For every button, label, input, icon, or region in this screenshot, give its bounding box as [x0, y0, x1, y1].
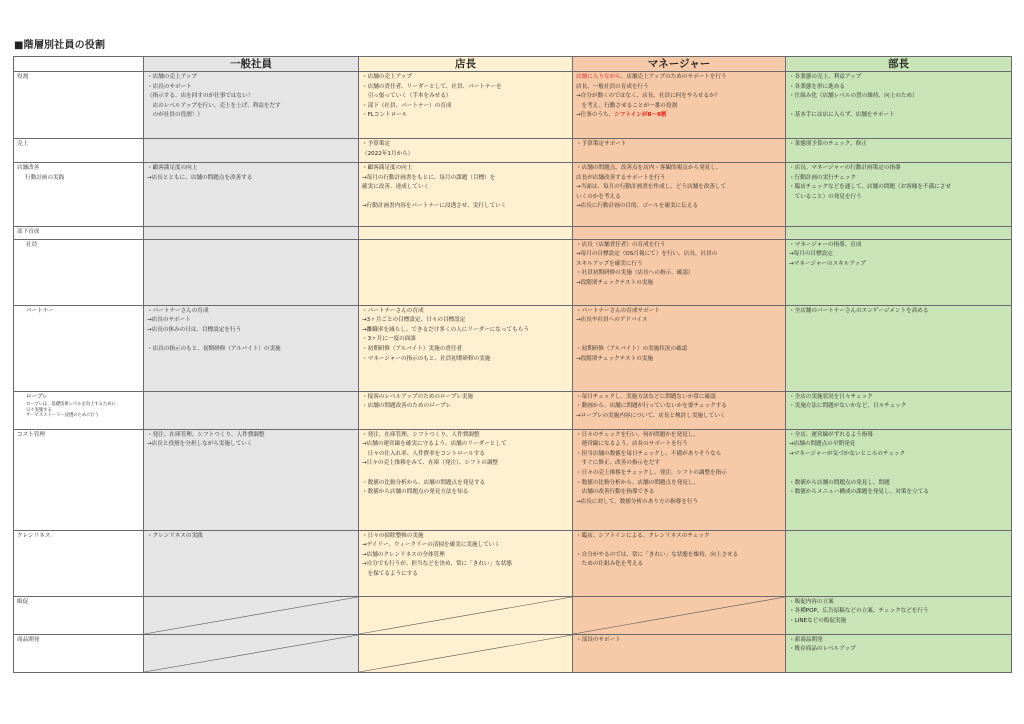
cell-line: ていること）の発見を行う	[789, 193, 862, 200]
cell-line: （指示する、店を回すのが仕事ではない！	[147, 93, 254, 100]
table-row	[14, 139, 1012, 163]
cell-line: →店舗のクレンリネスの全体管理	[362, 551, 445, 558]
cell-line: ・店長、マネージャーの行動計画策定の指導	[789, 165, 901, 171]
cell-line: →デイリー、ウィークリーの清掃を確実に実施していく	[362, 542, 500, 549]
cell-line: ・日々のチェックを行い、何が問題かを発見し、	[576, 431, 699, 438]
cell-line: ・社員初期研修の実施（店長への指示、確認）	[576, 270, 694, 277]
cell-line: ・全店の実施状況を日々チェック	[789, 393, 873, 400]
cell-line: →マネージャーが気づかないところのチェック	[789, 450, 906, 457]
product-dev-manager-cell	[573, 634, 786, 672]
partner-store-manager-cell	[359, 305, 573, 391]
cell-line: →段階別チェックテストの実施	[576, 279, 654, 286]
cell-line: ・数値から店舗の問題点の発見し、問題	[789, 479, 890, 486]
row-label	[14, 530, 144, 596]
cell-line: 運営線になるよう、店長のサポートを行う	[576, 441, 688, 448]
row-label	[14, 72, 144, 139]
cell-line: ・顧客満足度の向上	[147, 165, 198, 171]
row-label-text: 役割	[17, 74, 29, 80]
row-label-text: 社員	[26, 241, 38, 248]
corner-cell	[14, 57, 144, 72]
cell-line: ・日々の売上推移をチェックし、発注、シフトの調整を指示	[576, 469, 727, 476]
table-row	[14, 163, 1012, 227]
header-row	[14, 57, 1012, 72]
cell-line: 店長、一般社員の育成を行う	[576, 83, 649, 90]
cell-line: ・担当店舗の数値を毎日チェックし、不備がありそうなら	[576, 450, 722, 457]
cell-line: を保てるようにする	[362, 570, 418, 577]
row-label-text: コスト管理	[17, 431, 45, 438]
row-label	[14, 634, 144, 672]
cell-line: ・臨店、シフトインによる、クレンリネスのチェック	[576, 532, 710, 539]
employee-staff-cell	[144, 239, 359, 305]
row-label-text: ロープレ	[26, 393, 48, 400]
cost-manager-cell	[573, 429, 786, 530]
cell-line: →店長や社員へのアドバイス	[576, 317, 648, 324]
cell-line: →店舗の運営線を確実に守るよう、店舗のリーダーとして	[362, 441, 507, 448]
cell-line: ・数値からメニュー構成の課題を発見し、対策を立てる	[789, 489, 929, 496]
cell-line: ・FLコントロール	[362, 112, 408, 119]
cleanliness-store-manager-cell	[359, 530, 573, 596]
cell-line: ・業態別予算のチェック、修正	[789, 141, 867, 147]
section-manager-cell	[573, 227, 786, 240]
cell-line: のが社員の役割！）	[147, 112, 203, 119]
cell-line: いくのかを考える	[576, 193, 621, 200]
cell-line: 確実に改善、達成していく	[362, 184, 430, 191]
cell-line: ための仕組み化を考える	[576, 561, 644, 568]
cell-line: →毎月の目標設定（OS月報にて）を行い、店長、社員の	[576, 251, 718, 258]
row-label	[14, 429, 144, 530]
cell-line: →毎月の目標設定	[789, 251, 833, 258]
row-note: サービスストーリー浸透のために行う	[26, 413, 100, 418]
store-improve-manager-cell	[573, 163, 786, 227]
table-row	[14, 530, 1012, 596]
cell-line: →仕事のうち、シフトインが8～9割	[576, 112, 667, 119]
product-dev-staff-empty-cell	[144, 634, 359, 672]
row-label-text: クレンリネス	[17, 532, 51, 539]
cell-line: ・数値から店舗の問題点の発見方法を知る	[362, 489, 469, 496]
cell-line: →ロープレの実施内容について、店長と検討し実施していく	[576, 412, 726, 419]
role-manager-cell	[573, 72, 786, 139]
cell-line: ・マネージャーの指示のもと、社員初期研修の実施	[362, 355, 491, 362]
sales-director-cell	[786, 139, 1012, 163]
cell-line: ・動画から、店舗に問題が行っていないかを要チェックする	[576, 403, 727, 410]
cell-line: →自分が動くのではなく、店長、社員に何をやらせるか？	[576, 93, 721, 100]
cell-line: ・店長（店舗責任者）の育成を行う	[576, 241, 666, 248]
row-label	[14, 163, 144, 227]
cell-line: ・店舗の問題点、改善点を店内・客観的視点から発見し、	[576, 165, 722, 171]
cell-line: →店長に対して、数値分析のあり方の指導を行う	[576, 498, 699, 505]
row-note: ロープレは、基礎技術レベルを向上するために	[26, 402, 116, 408]
row-label-text: 商品開発	[17, 636, 40, 643]
table-row	[14, 72, 1012, 139]
promotion-staff-empty-cell	[144, 596, 359, 634]
cell-line: →離職率を減らし、できるだけ多くの人にリーダーになってもらう	[362, 326, 529, 333]
cell-line: ・臨店チェックなどを通して、店舗の問題（お客様を不満にさせ	[789, 184, 951, 191]
cell-line: ・店舗の売上アップ	[362, 74, 412, 80]
employee-director-cell	[786, 239, 1012, 305]
cell-line: （2022年1月から）	[362, 150, 414, 157]
promotion-director-cell	[786, 596, 1012, 634]
partner-staff-cell	[144, 305, 359, 391]
cost-staff-cell	[144, 429, 359, 530]
row-label	[14, 139, 144, 163]
cell-line: →段階別チェックテストの実施	[576, 355, 654, 362]
cell-line: ・パートナーさんの育成	[147, 307, 209, 314]
table-row	[14, 429, 1012, 530]
cell-line: ・行動計画の実行チェック	[789, 174, 856, 181]
row-label-text: 売上	[17, 141, 29, 147]
product-dev-director-cell	[786, 634, 1012, 672]
cell-line: →当面は、毎月の行動計画書を作成し、どう店舗を改善して	[576, 184, 727, 191]
cell-line: ・全店、運営線がずれるよう指導	[789, 431, 873, 438]
cell-line: ・各業態を形に進める	[789, 83, 845, 90]
diagonal-line	[144, 635, 358, 672]
row-label-sub: 行動計画の実践	[25, 174, 65, 181]
roles-table	[13, 56, 1012, 673]
cell-line: スキルアップを確実に行う	[576, 260, 643, 267]
store-improve-store-manager-cell	[359, 163, 573, 227]
diagonal-line	[144, 597, 358, 634]
role-staff-cell	[144, 72, 359, 139]
cell-line: ・毎日チェックし、実施方法などに問題ないか常に確認	[576, 393, 716, 400]
cell-line: →マネージャーのスキルアップ	[789, 260, 866, 267]
roleplay-store-manager-cell	[359, 391, 573, 429]
cell-line: ・クレンリネスの実践	[147, 532, 203, 539]
header-director: 部長	[786, 57, 1012, 72]
cost-store-manager-cell	[359, 429, 573, 530]
cell-line: →日々の売上推移をみて、在庫（発注）、シフトの調整	[362, 460, 499, 467]
sales-store-manager-cell	[359, 139, 573, 163]
section-row	[14, 227, 1012, 240]
row-label	[14, 391, 144, 429]
cell-line: ・マネージャーの指導、育成	[789, 241, 862, 248]
cell-line	[147, 335, 355, 345]
cell-line: ・各種POP、広告原稿などの立案、チェックなどを行う	[789, 608, 929, 615]
promotion-manager-empty-cell	[573, 596, 786, 634]
cell-line	[789, 469, 1008, 479]
cell-line: →店長に行動計画の目的、ゴールを確実に伝える	[576, 203, 699, 210]
cell-line: 店舗の改善行動を指導できる	[576, 489, 655, 496]
diagonal-line	[359, 597, 572, 634]
cell-line: →自分でも行うが、担当などを決め、常に「きれい」な状態	[362, 561, 512, 568]
cell-line: ・店長の指示のもと、初期研修（アルバイト）の実施	[147, 345, 281, 352]
cell-line: ・基本手には店に入らず、店舗をサポート	[789, 112, 895, 119]
page-title: ■階層別社員の役割	[14, 40, 106, 51]
table-row	[14, 305, 1012, 391]
row-label-text: パートナー	[26, 307, 54, 314]
employee-store-manager-cell	[359, 239, 573, 305]
section-store-manager-cell	[359, 227, 573, 240]
cell-line: ・顧客満足度の向上	[362, 165, 413, 171]
row-label-text: 店舗改善	[17, 165, 40, 171]
cell-line: ・既存商品のレベルアップ	[789, 646, 856, 653]
roleplay-director-cell	[786, 391, 1012, 429]
cell-line	[576, 335, 782, 345]
table-row	[14, 391, 1012, 429]
cell-line: ・自分がやるのでは、常に「きれい」な状態を維持、向上させる	[576, 551, 739, 558]
cell-line	[362, 193, 569, 203]
cell-line: ・部下（社員、パートナー）の育成	[362, 102, 452, 109]
cell-line: →毎月の行動計画書をもとに、毎月の課題（目標）を	[362, 174, 496, 181]
cell-line	[576, 326, 782, 336]
cell-line: 店のレベルアップを行い、売上を上げ、利益をだす	[147, 102, 281, 109]
cell-line: ・各業態の売上、利益アップ	[789, 74, 862, 80]
cost-director-cell	[786, 429, 1012, 530]
row-label-text: 販促	[17, 598, 29, 605]
table-row	[14, 634, 1012, 672]
cell-line: ・接客のレベルアップのためのロープレ実施	[362, 393, 473, 400]
cell-line: を考え、行動させることが一番の役割	[576, 102, 678, 109]
cell-line	[789, 102, 1008, 112]
section-label: 部下育成	[14, 227, 144, 240]
roleplay-staff-cell	[144, 391, 359, 429]
diagonal-line	[359, 635, 572, 672]
cell-line: ・店舗の問題改善のためのロープレ	[362, 403, 451, 410]
cell-line: ・発注、在庫管理、シフトつくり、人件費調整	[147, 431, 265, 438]
cell-line: ・店舗の責任者、リーダーとして、社員、パートナーを	[362, 83, 502, 90]
table-row	[14, 239, 1012, 305]
cell-line: →店舗の問題点の早期発見	[789, 441, 856, 448]
cell-line: →行動計画書内容をパートナーに浸透させ、実行していく	[362, 203, 507, 210]
cleanliness-manager-cell	[573, 530, 786, 596]
cell-line	[789, 459, 1008, 469]
store-improve-staff-cell	[144, 163, 359, 227]
cell-line: ・販促内容の立案	[789, 598, 834, 605]
role-director-cell	[786, 72, 1012, 139]
cell-line	[576, 541, 782, 551]
cell-line: →店長のサポート	[147, 317, 191, 324]
cell-line: 引っ張っていく（手本をみせる）	[362, 93, 452, 100]
partner-director-cell	[786, 305, 1012, 391]
cell-line: →店長と役割を分担しながら実施していく	[147, 441, 253, 448]
row-label	[14, 305, 144, 391]
cell-line: すぐに修正、改善の指示をだす	[576, 460, 660, 467]
cleanliness-staff-cell	[144, 530, 359, 596]
header-staff: 一般社員	[144, 57, 359, 72]
table-row	[14, 596, 1012, 634]
cell-line: ・初期研修（アルバイト）実施の責任者	[362, 345, 463, 352]
employee-manager-cell	[573, 239, 786, 305]
cell-line: ・数値の比較分析から、店舗の問題点を発見し、	[576, 479, 700, 486]
cell-line: ・予算策定サポート	[576, 141, 627, 147]
product-dev-store-manager-empty-cell	[359, 634, 573, 672]
promotion-store-manager-empty-cell	[359, 596, 573, 634]
row-label	[14, 239, 144, 305]
sales-manager-cell	[573, 139, 786, 163]
header-store-manager: 店長	[359, 57, 573, 72]
partner-manager-cell	[573, 305, 786, 391]
cell-line: →3ヶ月ごとの目標設定、日々の目標設定	[362, 317, 466, 324]
roleplay-manager-cell	[573, 391, 786, 429]
cell-line: →店長とともに、店舗の問題点を改善する	[147, 174, 253, 181]
cell-line: 店舗に入りながら、店舗売上アップのためのサポートを行う	[576, 74, 727, 80]
cell-line: ・全店舗のパートナーさんのエンゲージメントを高める	[789, 307, 929, 314]
header-manager: マネージャー	[573, 57, 786, 72]
sales-staff-cell	[144, 139, 359, 163]
section-staff-cell	[144, 227, 359, 240]
diagonal-line	[573, 597, 785, 634]
cell-line: ・初期研修（アルバイト）の実施状況の確認	[576, 345, 688, 352]
cell-line: 日々の仕入れ率、人件費率をコントロールする	[362, 450, 485, 457]
cleanliness-director-cell	[786, 530, 1012, 596]
cell-line: ・発注、在庫管理、シフトつくり、人件費調整	[362, 431, 480, 438]
cell-line: ・部長のサポート	[576, 636, 621, 643]
store-improve-director-cell	[786, 163, 1012, 227]
cell-line: ・日々の掃除整頓の実施	[362, 532, 424, 539]
role-store-manager-cell	[359, 72, 573, 139]
row-label	[14, 596, 144, 634]
cell-line: ・LINEなどの販促実施	[789, 617, 847, 624]
cell-line: ・数値の比較分析から、店舗の問題点を発見する	[362, 479, 486, 486]
row-note: 日々実施する	[26, 407, 52, 413]
cell-line: ・店長のサポート	[147, 83, 192, 90]
cell-line: ・パートナーさんの育成	[362, 307, 424, 314]
cell-line: ・実施方法に問題がないかなど、日々チェック	[789, 403, 907, 410]
cell-line: →店長の休みの日は、目標設定を行う	[147, 326, 242, 333]
section-director-cell	[786, 227, 1012, 240]
cell-line: ・店舗の売上アップ	[147, 74, 197, 80]
cell-line: ・3ヶ月に一度の面談	[362, 336, 416, 343]
cell-line: ・予算策定	[362, 141, 390, 147]
cell-line	[362, 469, 569, 479]
cell-line: ・仕組み化（店舗レベルの質の維持、向上のため）	[789, 93, 918, 100]
cell-line: ・パートナーさんの育成サポート	[576, 307, 660, 314]
cell-line: ・新商品開発	[789, 636, 823, 643]
cell-line: 店長が店舗改善するサポートを行う	[576, 174, 666, 181]
